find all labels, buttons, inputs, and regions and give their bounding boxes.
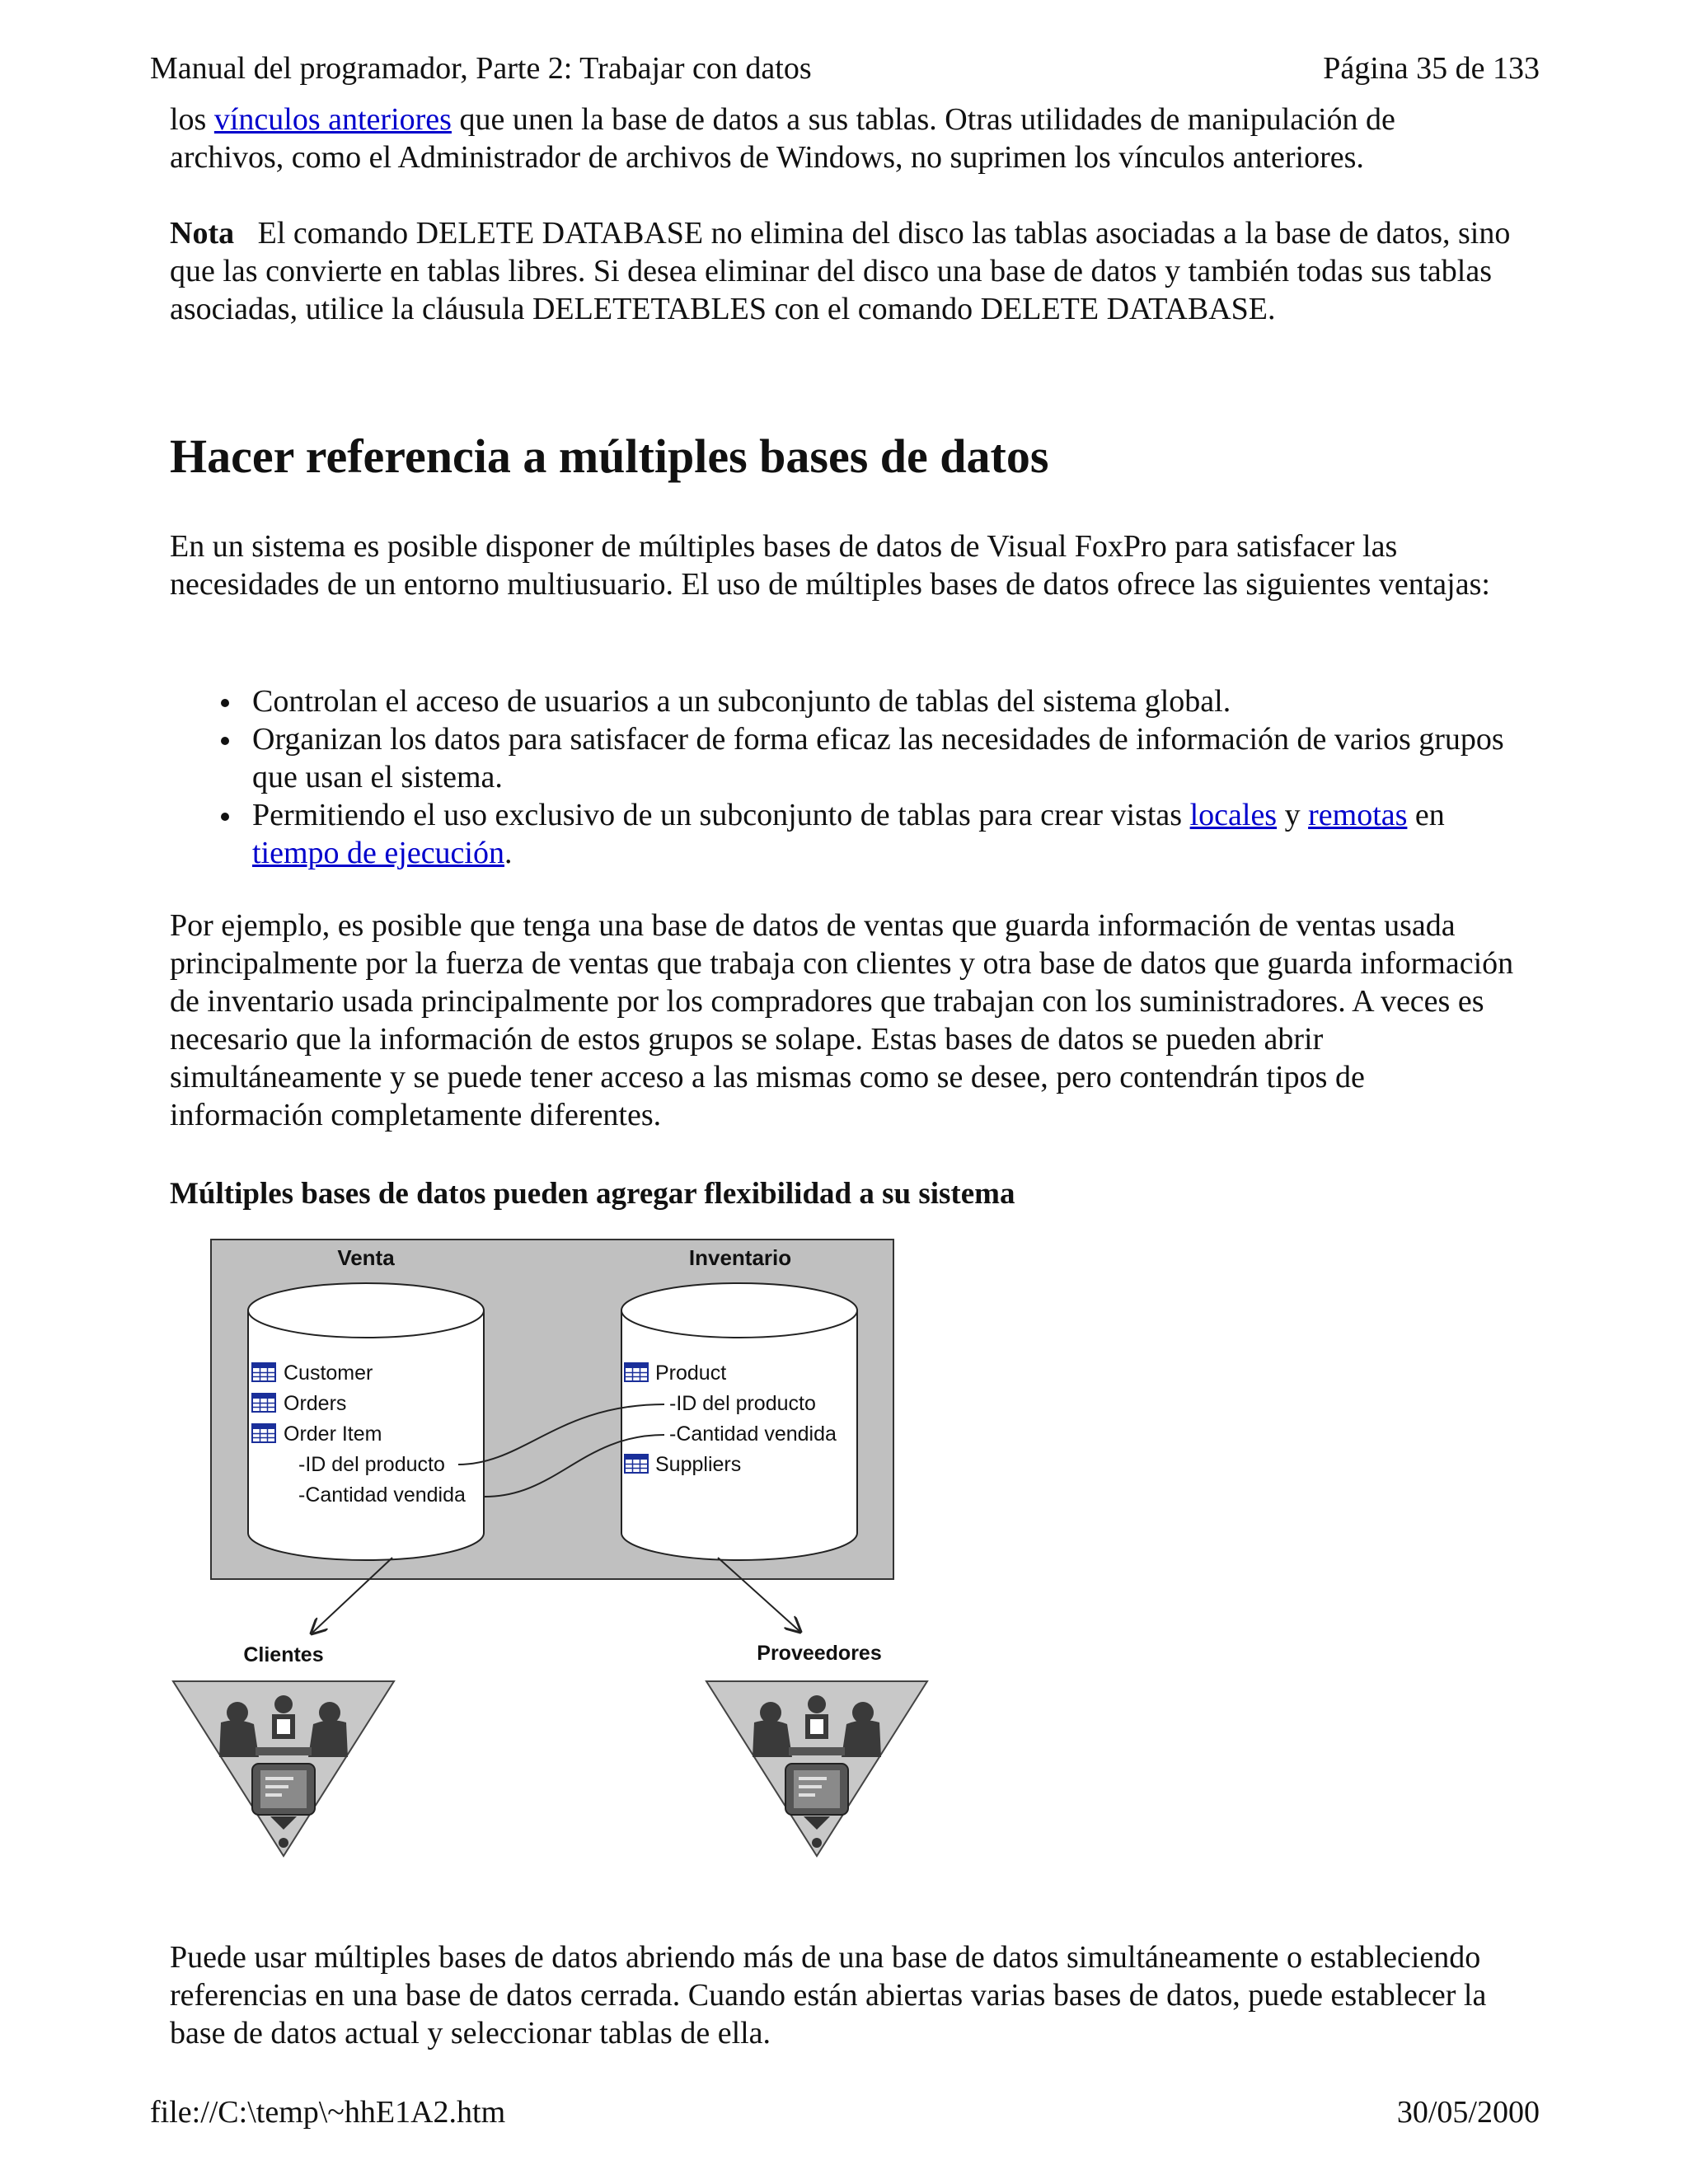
link-remotas[interactable]: remotas xyxy=(1308,798,1408,832)
link-vinculos-anteriores[interactable]: vínculos anteriores xyxy=(213,102,452,137)
field-cantidad-vendida: -Cantidad vendida xyxy=(298,1483,466,1507)
field-id-producto: -ID del producto xyxy=(298,1453,445,1476)
table-icon xyxy=(252,1424,275,1442)
table-icon xyxy=(252,1394,275,1412)
clientes-group-image xyxy=(173,1681,394,1856)
table-suppliers: Suppliers xyxy=(655,1453,742,1476)
intro-line: archivos, como el Administrador de archivos de Windows, no suprimen los vínculos anteriores. xyxy=(170,140,1364,175)
figure-caption: Múltiples bases de datos pueden agregar flexibilidad a su sistema xyxy=(170,1177,1015,1211)
table-icon xyxy=(252,1363,275,1381)
intro-cut-line: los vínculos anteriores que unen la base de datos a sus tablas. Otras utilidades de manipulación de xyxy=(170,102,1395,137)
table-icon xyxy=(625,1363,648,1381)
inventario-label: Inventario xyxy=(688,1245,792,1270)
link-locales[interactable]: locales xyxy=(1189,798,1278,832)
link-tiempo-de-ejecucion[interactable]: tiempo de ejecución xyxy=(252,836,504,870)
header-page-number: Página 35 de 133 xyxy=(1323,51,1540,86)
list-item: Controlan el acceso de usuarios a un subconjunto de tablas del sistema global. xyxy=(170,682,1522,720)
table-orders: Orders xyxy=(284,1392,347,1415)
paragraph-usage: Puede usar múltiples bases de datos abriendo más de una base de datos simultáneamente o estableciendo referencias en una base de datos cerrada. Cuando están abiertas varias bases de datos, puede establecer la base de datos actual y seleccionar tablas de ella. xyxy=(170,1940,1487,2050)
proveedores-group-image xyxy=(706,1681,927,1856)
table-order-item: Order Item xyxy=(284,1422,382,1446)
table-customer: Customer xyxy=(284,1361,373,1385)
venta-label: Venta xyxy=(337,1245,395,1270)
note-text: El comando DELETE DATABASE no elimina del disco las tablas asociadas a la base de datos, sino que las convierte en tablas libres. Si desea eliminar del disco una base de datos y también todas sus tablas asociadas, utilice la cláusula DELETETABLES con el comando DELETE DATABASE. xyxy=(170,216,1511,326)
clientes-label: Clientes xyxy=(243,1643,324,1666)
footer-date: 30/05/2000 xyxy=(1396,2095,1540,2130)
table-product: Product xyxy=(655,1361,727,1385)
page-content xyxy=(170,102,1522,2050)
proveedores-label: Proveedores xyxy=(757,1642,882,1665)
field-cantidad-vendida: -Cantidad vendida xyxy=(669,1422,837,1446)
note-label: Nota xyxy=(170,216,235,251)
table-icon xyxy=(625,1455,648,1473)
paragraph-intro: En un sistema es posible disponer de múltiples bases de datos de Visual FoxPro para satisfacer las necesidades de un entorno multiusuario. El uso de múltiples bases de datos ofrece las siguientes ventajas: xyxy=(170,529,1490,602)
list-item: Permitiendo el uso exclusivo de un subconjunto de tablas para crear vistas locales y remotas en tiempo de ejecución. xyxy=(170,796,1522,872)
section-heading: Hacer referencia a múltiples bases de datos xyxy=(170,429,1049,483)
list-item: Organizan los datos para satisfacer de forma eficaz las necesidades de información de varios grupos que usan el sistema. xyxy=(170,720,1522,796)
header-title: Manual del programador, Parte 2: Trabajar con datos xyxy=(150,51,812,86)
paragraph-example: Por ejemplo, es posible que tenga una base de datos de ventas que guarda información de ventas usada principalmente por la fuerza de ventas que trabaja con clientes y otra base de datos que guarda información de inventario usada principalmente por los compradores que trabajan con los suministradores. A veces es necesario que la información de estos grupos se solape. Estas bases de datos se pueden abrir simultáneamente y se puede tener acceso a las mismas como se desee, pero contendrán tipos de información completamente diferentes. xyxy=(170,908,1514,1132)
note-paragraph xyxy=(170,214,1522,328)
multiple-databases-diagram xyxy=(170,1236,936,1879)
advantages-list xyxy=(170,682,1522,872)
field-id-producto: -ID del producto xyxy=(669,1392,816,1415)
footer-file-path: file://C:\temp\~hhE1A2.htm xyxy=(150,2095,506,2130)
